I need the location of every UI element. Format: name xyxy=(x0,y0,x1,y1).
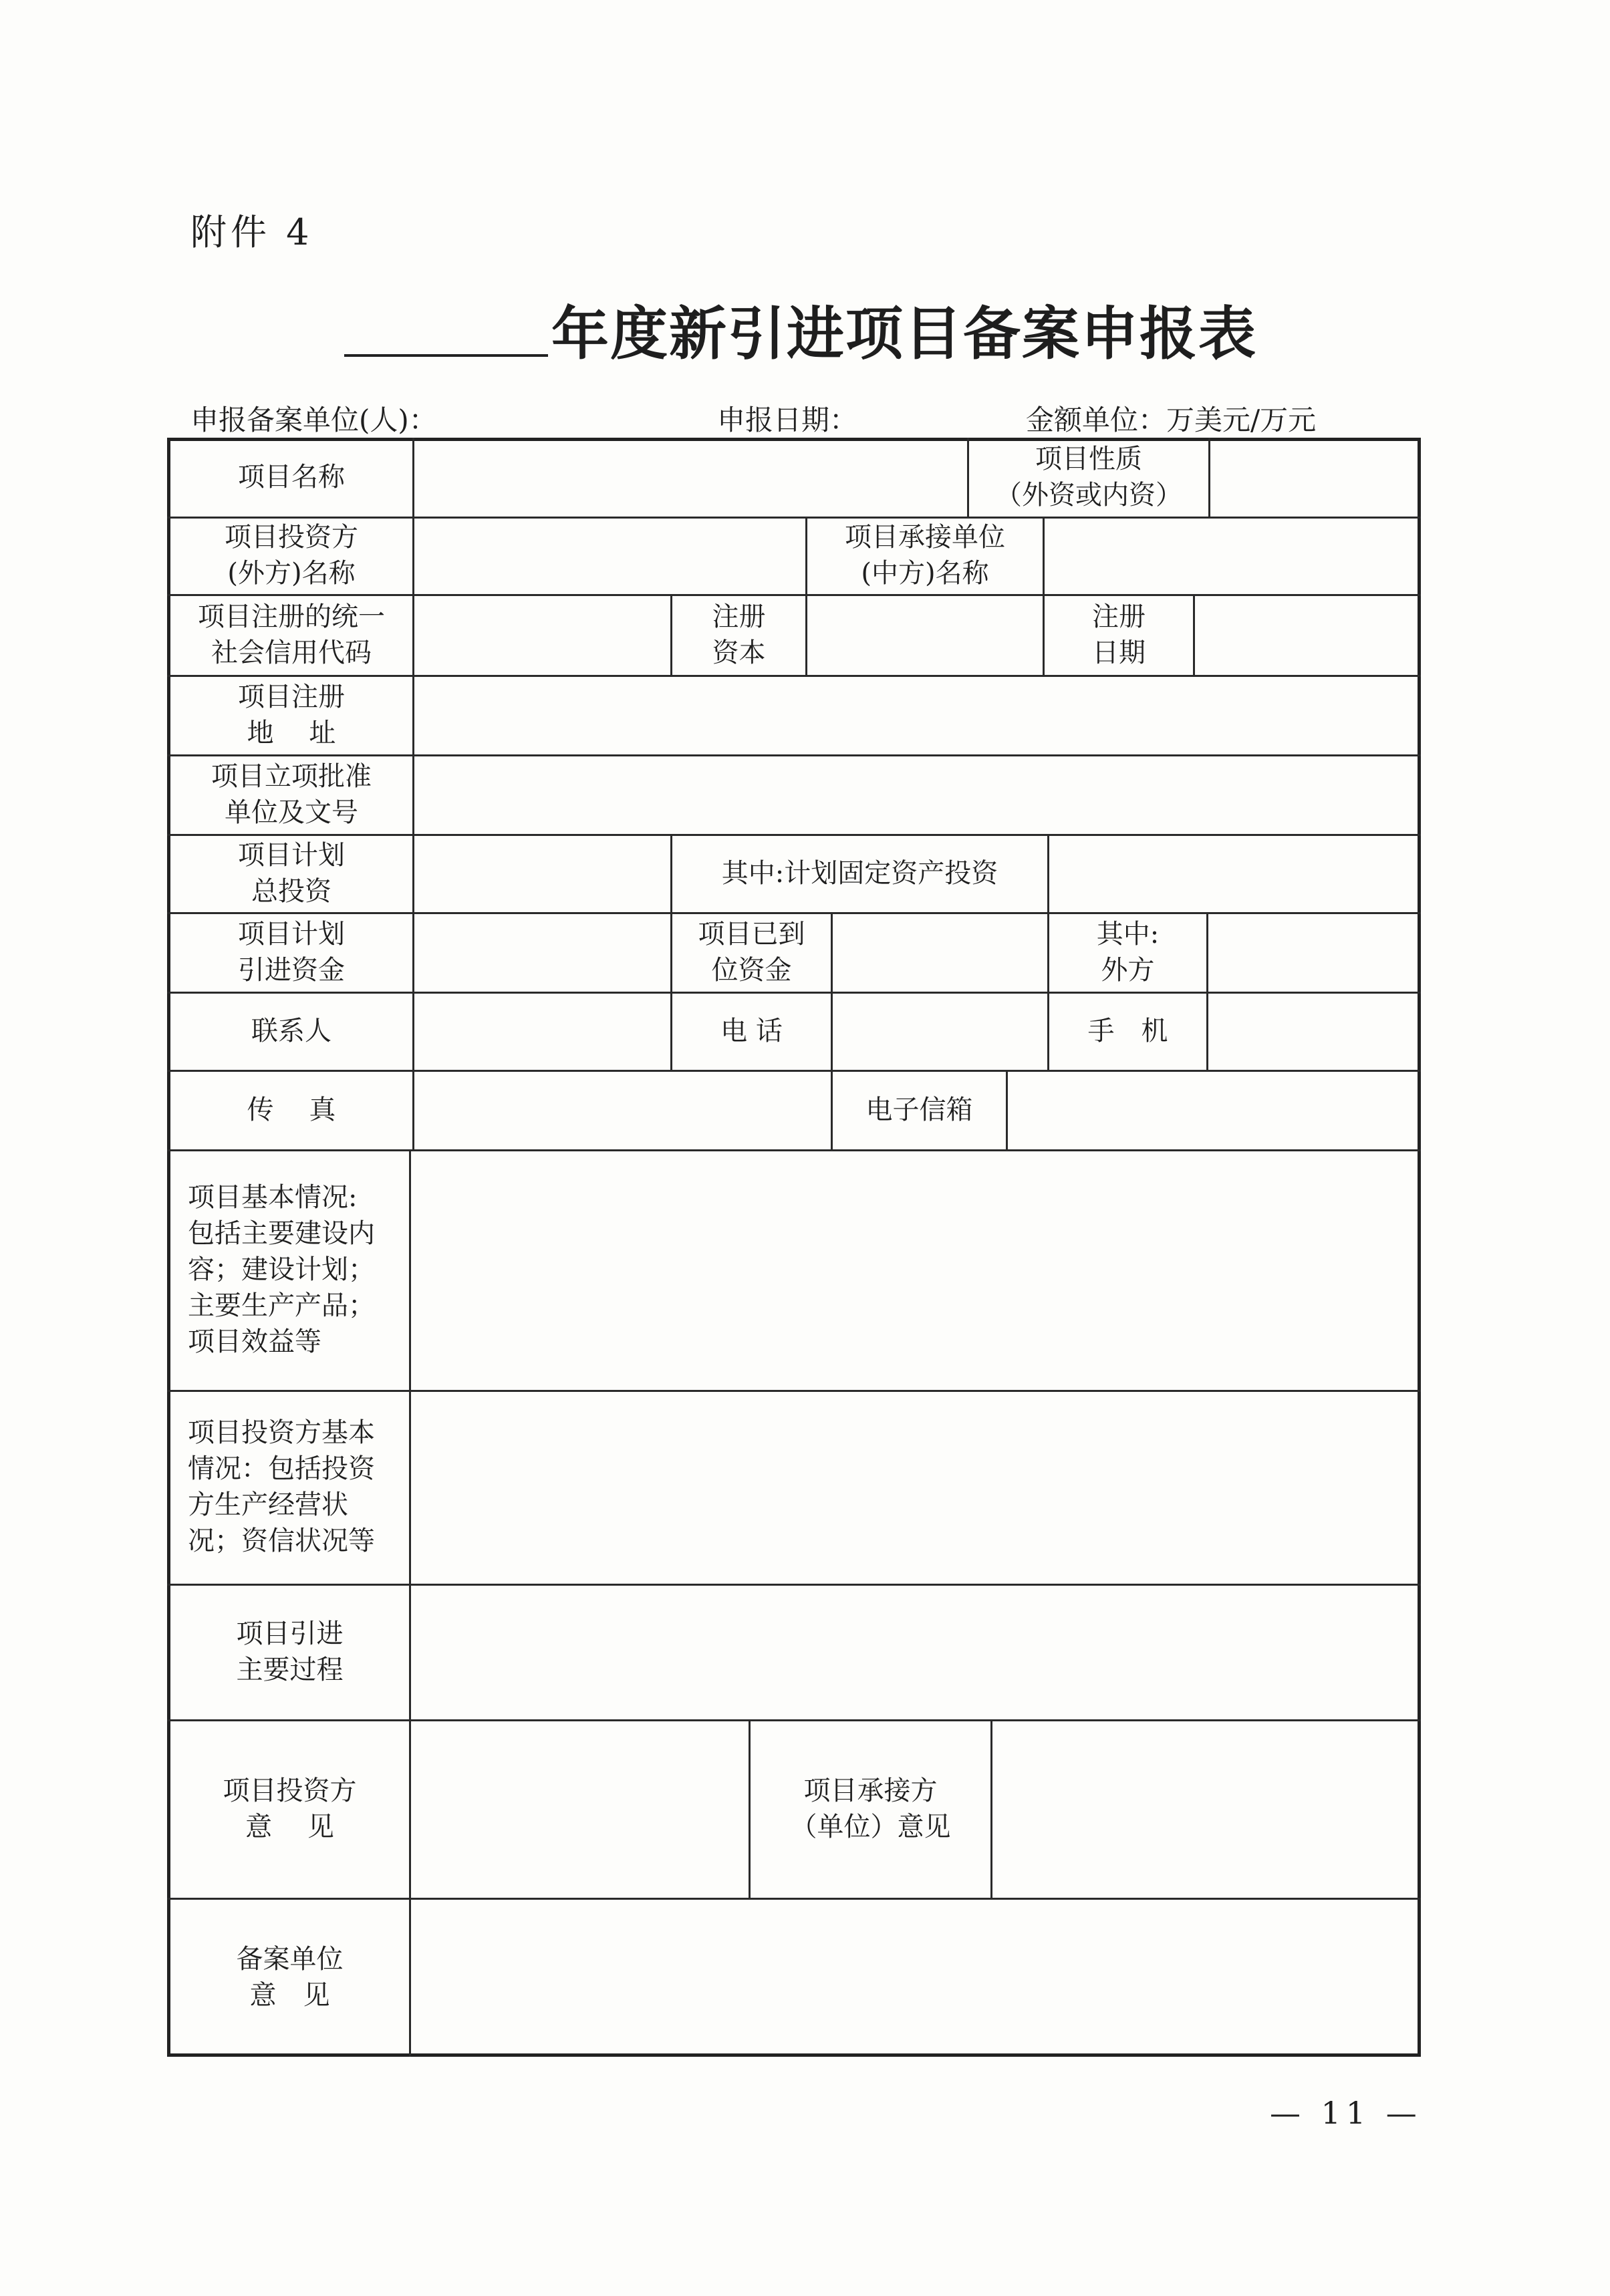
form-title: 年度新引进项目备案申报表 xyxy=(551,301,1257,368)
project-basic-info-label: 项目基本情况: 包括主要建设内 容；建设计划； 主要生产产品； 项目效益等 xyxy=(188,1182,375,1357)
project-name-field[interactable] xyxy=(414,440,967,517)
introduction-process-field[interactable] xyxy=(411,1586,1418,1719)
registration-date-label: 注册 日期 xyxy=(1092,601,1146,668)
contact-person-label: 联系人 xyxy=(251,1015,331,1046)
phone-label: 电 话 xyxy=(720,1015,783,1046)
planned-funds-field[interactable] xyxy=(414,914,670,992)
registered-capital-label: 注册 资本 xyxy=(712,601,766,668)
registered-address-label: 项目注册 地 址 xyxy=(238,681,345,748)
introduction-process-label: 项目引进 主要过程 xyxy=(236,1618,344,1685)
project-name-label: 项目名称 xyxy=(238,462,345,492)
phone-field[interactable] xyxy=(833,994,1047,1070)
receiver-name-field[interactable] xyxy=(1045,519,1418,594)
receiver-name-label: 项目承接单位 (中方)名称 xyxy=(845,522,1005,589)
mobile-field[interactable] xyxy=(1208,994,1418,1070)
planned-total-investment-label: 项目计划 总投资 xyxy=(238,839,345,907)
foreign-part-field[interactable] xyxy=(1208,914,1418,992)
arrived-funds-field[interactable] xyxy=(833,914,1047,992)
investor-basic-info-field[interactable] xyxy=(411,1392,1418,1584)
planned-total-investment-field[interactable] xyxy=(414,836,670,912)
fixed-asset-investment-field[interactable] xyxy=(1049,836,1418,912)
registered-capital-field[interactable] xyxy=(807,596,1043,675)
page-number: — 11 — xyxy=(1270,2095,1422,2131)
approval-info-label: 项目立项批准 单位及文号 xyxy=(211,760,372,828)
registration-date-field[interactable] xyxy=(1195,596,1418,675)
project-basic-info-field[interactable] xyxy=(411,1151,1418,1390)
currency-unit-label: 金额单位：万美元/万元 xyxy=(1026,404,1317,436)
attachment-label: 附件 4 xyxy=(190,211,313,253)
investor-name-label: 项目投资方 (外方)名称 xyxy=(225,522,358,589)
receiver-opinion-label: 项目承接方 （单位）意见 xyxy=(790,1775,951,1842)
project-nature-label: 项目性质 （外资或内资） xyxy=(995,444,1182,511)
foreign-part-label: 其中: 外方 xyxy=(1096,918,1160,986)
filing-unit-opinion-label: 备案单位 意 见 xyxy=(236,1944,344,2011)
investor-opinion-field[interactable] xyxy=(411,1721,749,1898)
project-nature-field[interactable] xyxy=(1210,440,1418,517)
fax-field[interactable] xyxy=(414,1072,831,1149)
mobile-label: 手 机 xyxy=(1087,1015,1168,1046)
fax-label: 传 真 xyxy=(247,1094,336,1125)
registered-address-field[interactable] xyxy=(414,677,1418,754)
credit-code-field[interactable] xyxy=(414,596,670,675)
investor-name-field[interactable] xyxy=(414,519,805,594)
credit-code-label: 项目注册的统一 社会信用代码 xyxy=(198,601,385,668)
fixed-asset-investment-label: 其中:计划固定资产投资 xyxy=(721,857,998,889)
applicant-unit-label: 申报备案单位(人)： xyxy=(190,404,437,436)
email-label: 电子信箱 xyxy=(865,1094,973,1125)
application-date-label: 申报日期： xyxy=(717,404,858,436)
arrived-funds-label: 项目已到 位资金 xyxy=(698,918,805,986)
planned-funds-label: 项目计划 引进资金 xyxy=(238,918,345,986)
receiver-opinion-field[interactable] xyxy=(992,1721,1418,1898)
investor-opinion-label: 项目投资方 意 见 xyxy=(223,1775,357,1842)
investor-basic-info-label: 项目投资方基本 情况：包括投资 方生产经营状 况；资信状况等 xyxy=(188,1417,375,1556)
filing-unit-opinion-field[interactable] xyxy=(411,1900,1418,2053)
contact-person-field[interactable] xyxy=(414,994,670,1070)
approval-info-field[interactable] xyxy=(414,756,1418,834)
email-field[interactable] xyxy=(1008,1072,1418,1149)
